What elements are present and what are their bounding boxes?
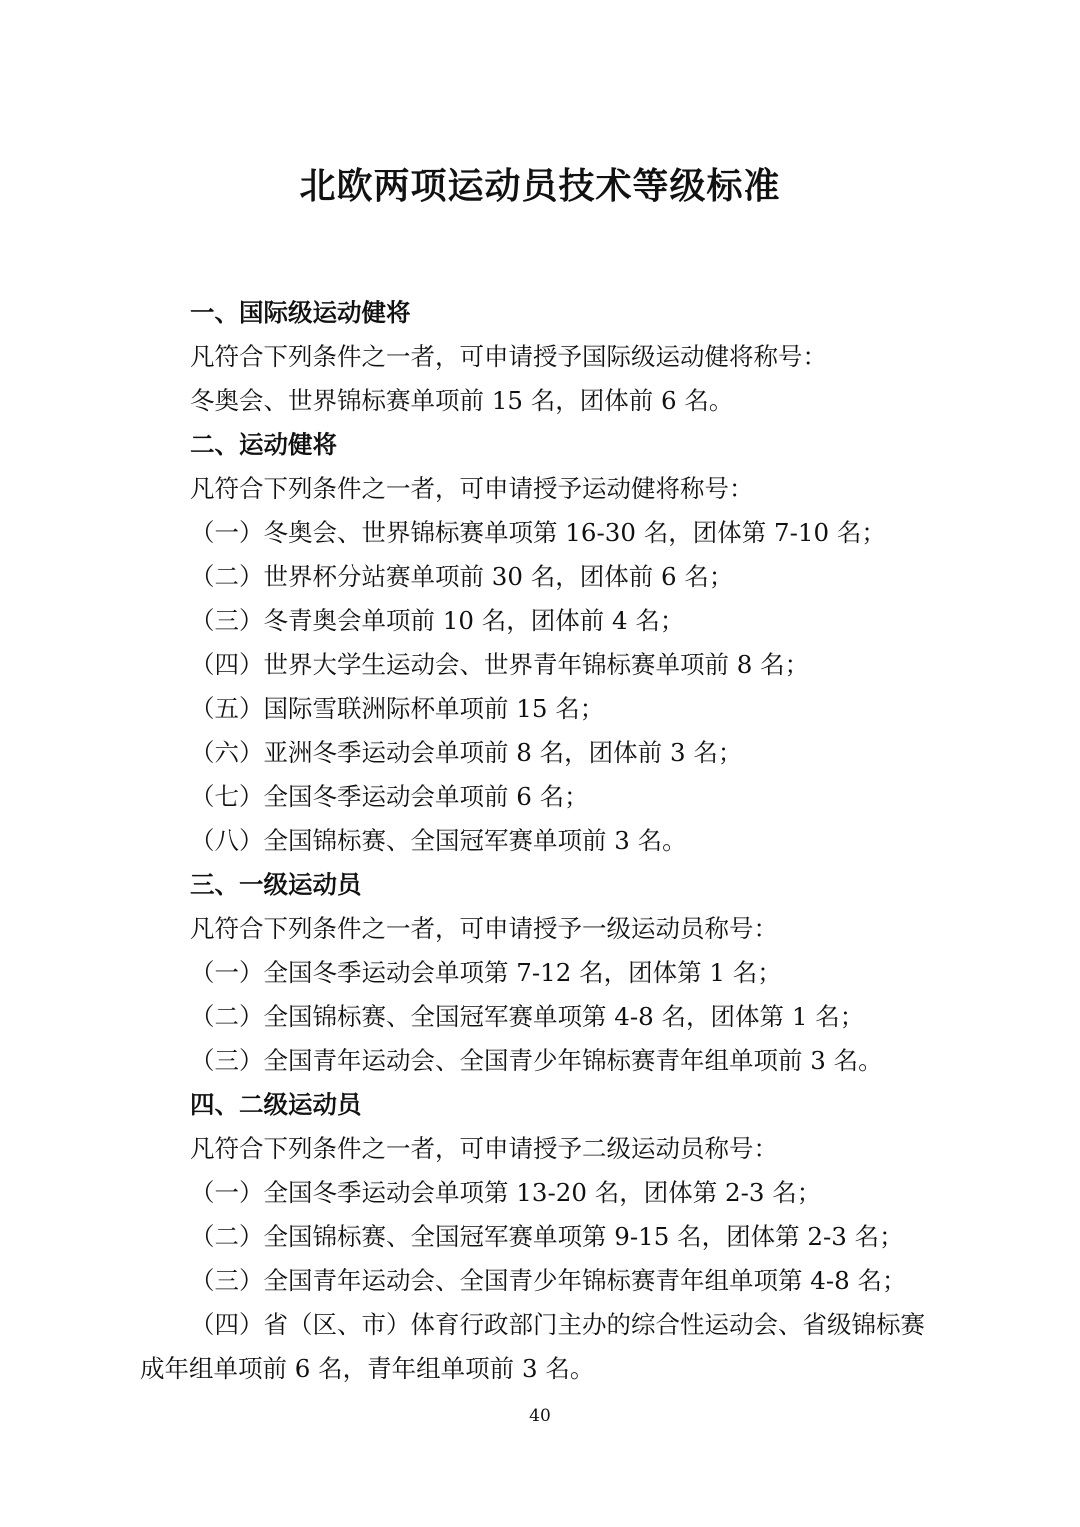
section-intro: 凡符合下列条件之一者，可申请授予二级运动员称号： — [190, 1134, 778, 1163]
criteria-item: （四）世界大学生运动会、世界青年锦标赛单项前 8 名； — [190, 650, 810, 679]
section-heading-master: 二、运动健将 — [190, 430, 337, 459]
page-number: 40 — [529, 1406, 551, 1426]
criteria-item: （四）省（区、市）体育行政部门主办的综合性运动会、省级锦标赛 — [190, 1310, 925, 1339]
page-title: 北欧两项运动员技术等级标准 — [299, 165, 781, 207]
criteria-item: （三）冬青奥会单项前 10 名，团体前 4 名； — [190, 606, 685, 635]
criteria-item: （三）全国青年运动会、全国青少年锦标赛青年组单项第 4-8 名； — [190, 1266, 907, 1295]
criteria-item: （五）国际雪联洲际杯单项前 15 名； — [190, 694, 605, 723]
section-heading-first-class: 三、一级运动员 — [190, 870, 362, 899]
section-intro: 凡符合下列条件之一者，可申请授予国际级运动健将称号： — [190, 342, 827, 371]
criteria-item: （二）世界杯分站赛单项前 30 名，团体前 6 名； — [190, 562, 734, 591]
criteria-item: （一）全国冬季运动会单项第 7-12 名，团体第 1 名； — [190, 958, 782, 987]
criteria-item: （一）冬奥会、世界锦标赛单项第 16-30 名，团体第 7-10 名； — [190, 518, 886, 547]
criteria-item: （二）全国锦标赛、全国冠军赛单项第 4-8 名，团体第 1 名； — [190, 1002, 865, 1031]
criteria-item: （一）全国冬季运动会单项第 13-20 名，团体第 2-3 名； — [190, 1178, 822, 1207]
criteria-item: 冬奥会、世界锦标赛单项前 15 名，团体前 6 名。 — [190, 386, 734, 415]
criteria-item: （八）全国锦标赛、全国冠军赛单项前 3 名。 — [190, 826, 687, 855]
criteria-item: （六）亚洲冬季运动会单项前 8 名，团体前 3 名； — [190, 738, 743, 767]
section-heading-second-class: 四、二级运动员 — [190, 1090, 362, 1119]
criteria-item-continuation: 成年组单项前 6 名，青年组单项前 3 名。 — [140, 1354, 595, 1383]
criteria-item: （七）全国冬季运动会单项前 6 名； — [190, 782, 589, 811]
criteria-item: （三）全国青年运动会、全国青少年锦标赛青年组单项前 3 名。 — [190, 1046, 883, 1075]
section-heading-international-master: 一、国际级运动健将 — [190, 298, 411, 327]
section-intro: 凡符合下列条件之一者，可申请授予运动健将称号： — [190, 474, 754, 503]
section-intro: 凡符合下列条件之一者，可申请授予一级运动员称号： — [190, 914, 778, 943]
criteria-item: （二）全国锦标赛、全国冠军赛单项第 9-15 名，团体第 2-3 名； — [190, 1222, 904, 1251]
